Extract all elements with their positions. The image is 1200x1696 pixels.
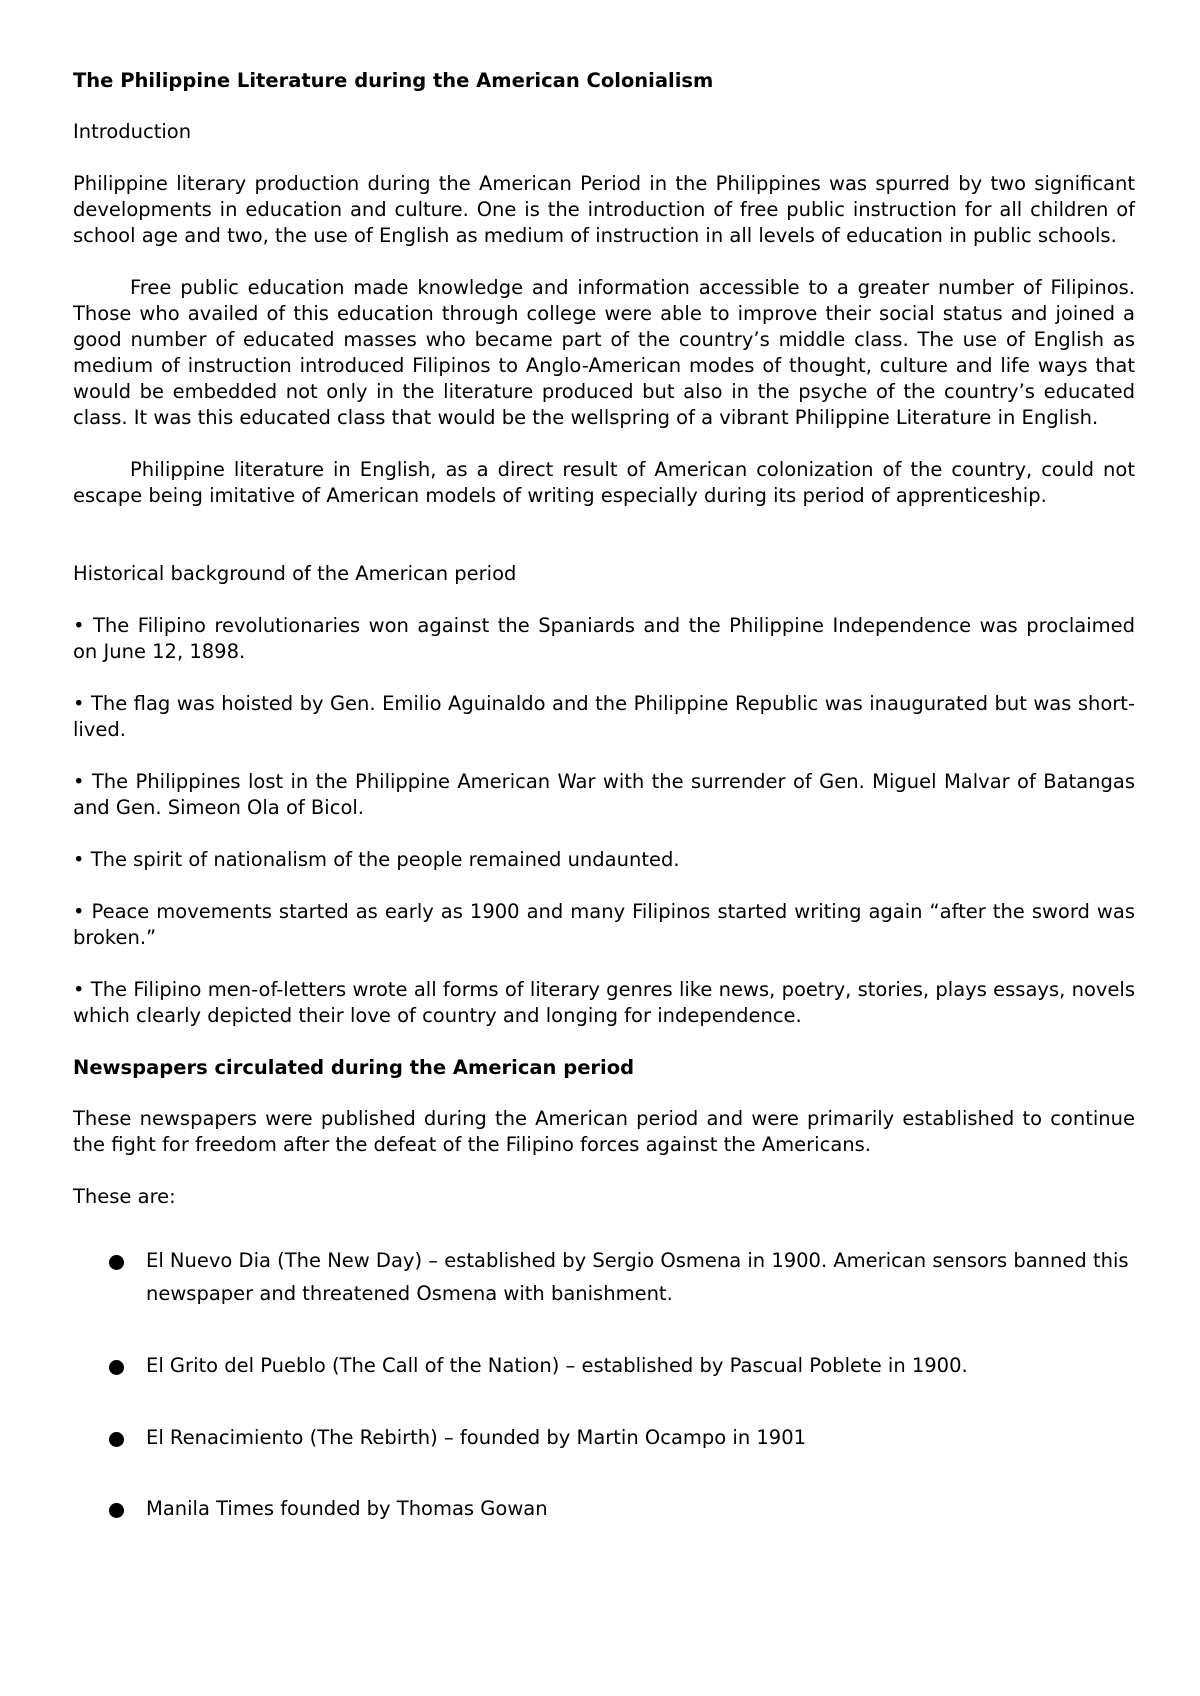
document-title: The Philippine Literature during the American Colonialism [73, 69, 714, 92]
bullet-dot-icon [109, 1255, 124, 1270]
history-bullet: • The flag was hoisted by Gen. Emilio Aguinaldo and the Philippine Republic was inaugurated but was short-lived. [73, 692, 1135, 741]
paragraph-2: Free public education made knowledge and information accessible to a greater number of Filipinos. Those who availed of this education through college were able to improve their social status and joined a good number of educated masses who became part of the country’s middle class. The use of English as medium of instruction introduced Filipinos to Anglo-American modes of thought, culture and life ways that would be embedded not only in the literature produced but also in the psyche of the country’s educated class. It was this educated class that would be the wellspring of a vibrant Philippine Literature in English. [73, 276, 1135, 429]
newspaper-item-text: El Renacimiento (The Rebirth) – founded by Martin Ocampo in 1901 [146, 1426, 807, 1449]
newspaper-list [73, 1244, 1135, 1525]
newspaper-list-item [73, 1349, 1135, 1382]
these-are-label: These are: [73, 1185, 176, 1208]
history-heading: Historical background of the American period [73, 562, 517, 585]
history-bullet: • The Filipino revolutionaries won against the Spaniards and the Philippine Independence was proclaimed on June 12, 1898. [73, 614, 1135, 663]
newspaper-list-item [73, 1492, 1135, 1525]
newspaper-item-text: Manila Times founded by Thomas Gowan [146, 1497, 548, 1520]
history-bullet: • The spirit of nationalism of the people remained undaunted. [73, 848, 680, 871]
bullet-dot-icon [109, 1360, 124, 1375]
bullet-dot-icon [109, 1432, 124, 1447]
newspapers-heading: Newspapers circulated during the American period [73, 1056, 635, 1079]
newspapers-intro: These newspapers were published during the American period and were primarily established to continue the fight for freedom after the defeat of the Filipino forces against the Americans. [73, 1107, 1135, 1156]
newspaper-item-text: El Nuevo Dia (The New Day) – established by Sergio Osmena in 1900. American sensors banned this newspaper and threatened Osmena with banishment. [146, 1249, 1129, 1305]
paragraph-1: Philippine literary production during the American Period in the Philippines was spurred by two significant developments in education and culture. One is the introduction of free public instruction for all children of school age and two, the use of English as medium of instruction in all levels of education in public schools. [73, 172, 1135, 247]
document-page [73, 68, 1135, 1564]
newspaper-list-item [73, 1421, 1135, 1454]
bullet-dot-icon [109, 1503, 124, 1518]
history-bullet: • Peace movements started as early as 1900 and many Filipinos started writing again “after the sword was broken.” [73, 900, 1135, 949]
history-bullet: • The Filipino men-of-letters wrote all forms of literary genres like news, poetry, stories, plays essays, novels which clearly depicted their love of country and longing for independence. [73, 978, 1135, 1027]
paragraph-3: Philippine literature in English, as a direct result of American colonization of the country, could not escape being imitative of American models of writing especially during its period of apprenticeship. [73, 458, 1135, 507]
intro-label: Introduction [73, 120, 192, 143]
newspaper-item-text: El Grito del Pueblo (The Call of the Nation) – established by Pascual Poblete in 1900. [146, 1354, 968, 1377]
newspaper-list-item [73, 1244, 1135, 1310]
history-bullet: • The Philippines lost in the Philippine American War with the surrender of Gen. Miguel Malvar of Batangas and Gen. Simeon Ola of Bicol. [73, 770, 1135, 819]
